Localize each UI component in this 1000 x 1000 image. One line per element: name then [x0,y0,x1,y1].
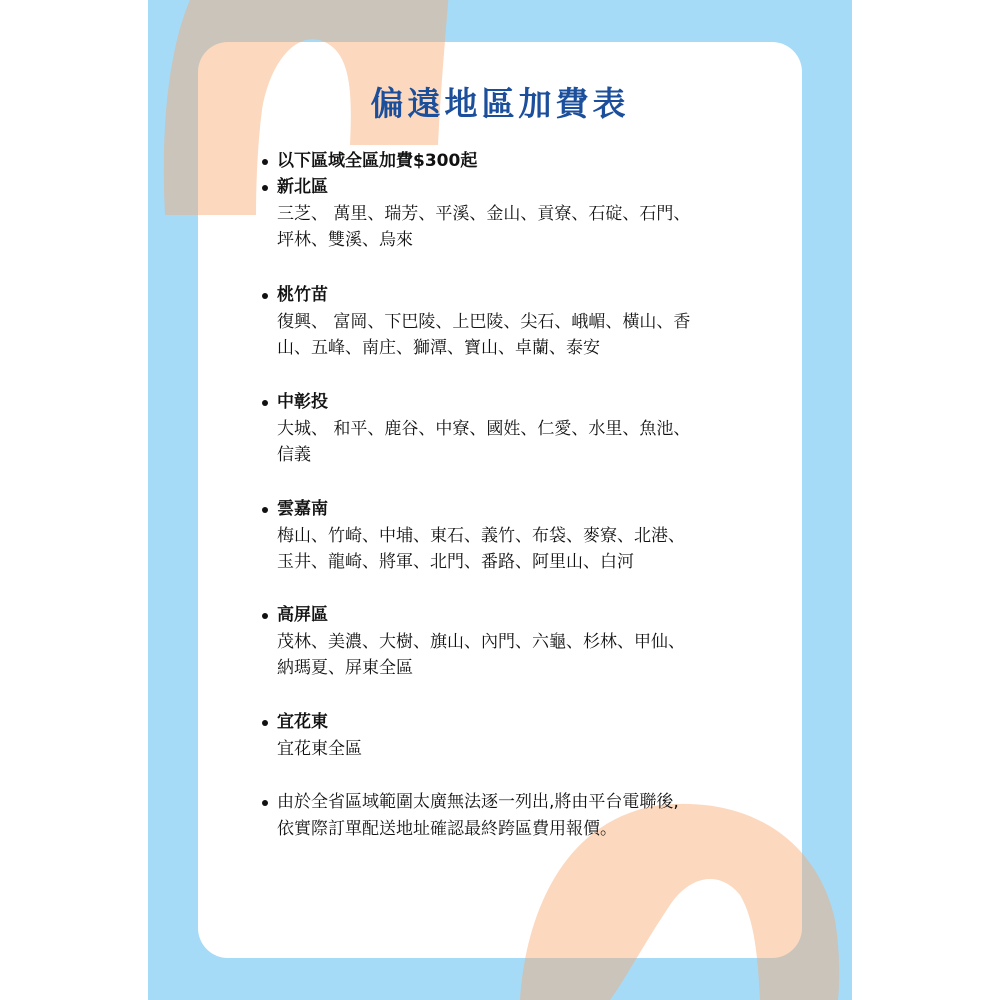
region-taichung-changhua-nantou [262,389,782,469]
region-areas: 山、五峰、南庄、獅潭、寶山、卓蘭、泰安 [277,338,600,359]
region-new-taipei [262,174,782,254]
region-areas: 復興、 富岡、下巴陵、上巴陵、尖石、峨嵋、橫山、香 [277,311,691,332]
region-taoyuan-hsinchu-miaoli [262,282,782,362]
region-areas: 梅山、竹崎、中埔、東石、義竹、布袋、麥寮、北港、 [277,525,685,546]
region-areas: 宜花東全區 [277,738,362,759]
region-yunlin-chiayi-tainan [262,496,782,576]
region-areas: 信義 [277,445,311,466]
note-item [262,789,782,842]
region-areas: 三芝、 萬里、瑞芳、平溪、金山、貢寮、石碇、石門、 [277,203,691,224]
region-areas: 納瑪夏、屏東全區 [277,658,413,679]
page-title: 偏遠地區加費表 [370,84,630,123]
region-name: 新北區 [262,174,782,201]
region-areas: 茂林、美濃、大樹、旗山、內門、六龜、杉林、甲仙、 [277,631,685,652]
region-name: 雲嘉南 [262,496,782,523]
region-name: 宜花東 [262,709,782,736]
intro-item [262,148,782,175]
region-name: 桃竹苗 [262,282,782,309]
region-areas: 坪林、雙溪、烏來 [277,230,413,251]
region-kaohsiung-pingtung [262,602,782,682]
region-name: 中彰投 [262,389,782,416]
region-areas: 玉井、龍崎、將軍、北門、番路、阿里山、白河 [277,552,634,573]
region-yilan-hualien-taitung [262,709,782,762]
region-name: 高屏區 [262,602,782,629]
intro-text: 以下區域全區加費$300起 [262,148,782,175]
region-areas: 大城、 和平、鹿谷、中寮、國姓、仁愛、水里、魚池、 [277,418,691,439]
note-text: 由於全省區域範圍太廣無法逐一列出,將由平台電聯後, [262,789,782,816]
note-text: 依實際訂單配送地址確認最終跨區費用報價。 [277,818,617,839]
